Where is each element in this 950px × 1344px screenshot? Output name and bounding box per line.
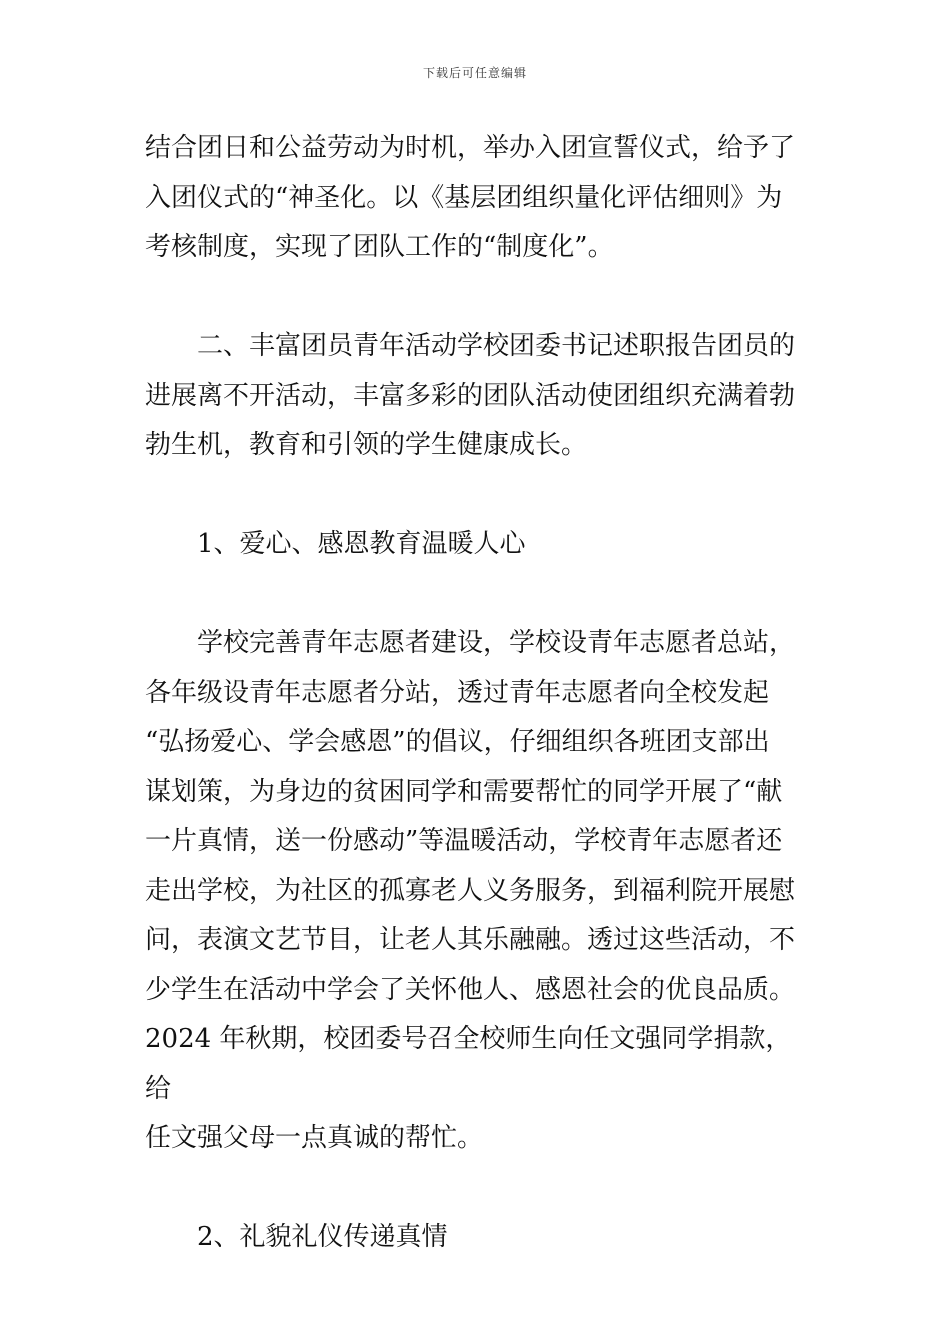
text-line: 二、丰富团员青年活动学校团委书记述职报告团员的 (197, 331, 796, 361)
text-line: 少学生在活动中学会了关怀他人、感恩社会的优良品质。 (145, 974, 796, 1005)
text-line: 2、礼貌礼仪传递真情 (197, 1222, 448, 1252)
text-line: “弘扬爱心、学会感恩”的倡议，仔细组织各班团支部出 (145, 727, 770, 757)
paragraph-team-ceremony (145, 124, 810, 273)
section-heading-two (145, 322, 810, 471)
text-line: 入团仪式的“神圣化。以《基层团组织量化评估细则》为 (145, 182, 783, 213)
text-line: 问，表演文艺节目，让老人其乐融融。透过这些活动，不 (145, 925, 796, 955)
text-line: 走出学校，为社区的孤寡老人义务服务，到福利院开展慰 (145, 875, 796, 906)
subheading-love-gratitude (145, 520, 810, 570)
text-line: 各年级设青年志愿者分站，透过青年志愿者向全校发起 (145, 677, 770, 708)
text-line: 1、爱心、感恩教育温暖人心 (197, 529, 526, 559)
text-line: 2024 年秋期，校团委号召全校师生向任文强同学捐款，给 (145, 1024, 792, 1104)
text-line: 任文强父母一点真诚的帮忙。 (145, 1123, 484, 1153)
text-line: 考核制度，实现了团队工作的“制度化”。 (145, 232, 614, 262)
subheading-etiquette (145, 1213, 810, 1263)
text-line: 进展离不开活动，丰富多彩的团队活动使团组织充满着勃 (145, 380, 796, 411)
text-line: 结合团日和公益劳动为时机，举办入团宣誓仪式，给予了 (145, 133, 796, 163)
text-line: 勃生机，教育和引领的学生健康成长。 (145, 430, 588, 460)
document-body (145, 124, 810, 1263)
header-note: 下载后可任意编辑 (422, 66, 527, 80)
paragraph-volunteers (145, 619, 810, 1164)
text-line: 谋划策，为身边的贫困同学和需要帮忙的同学开展了“献 (145, 776, 783, 807)
text-line: 一片真情，送一份感动”等温暖活动，学校青年志愿者还 (145, 826, 783, 856)
text-line: 学校完善青年志愿者建设，学校设青年志愿者总站， (197, 628, 796, 658)
